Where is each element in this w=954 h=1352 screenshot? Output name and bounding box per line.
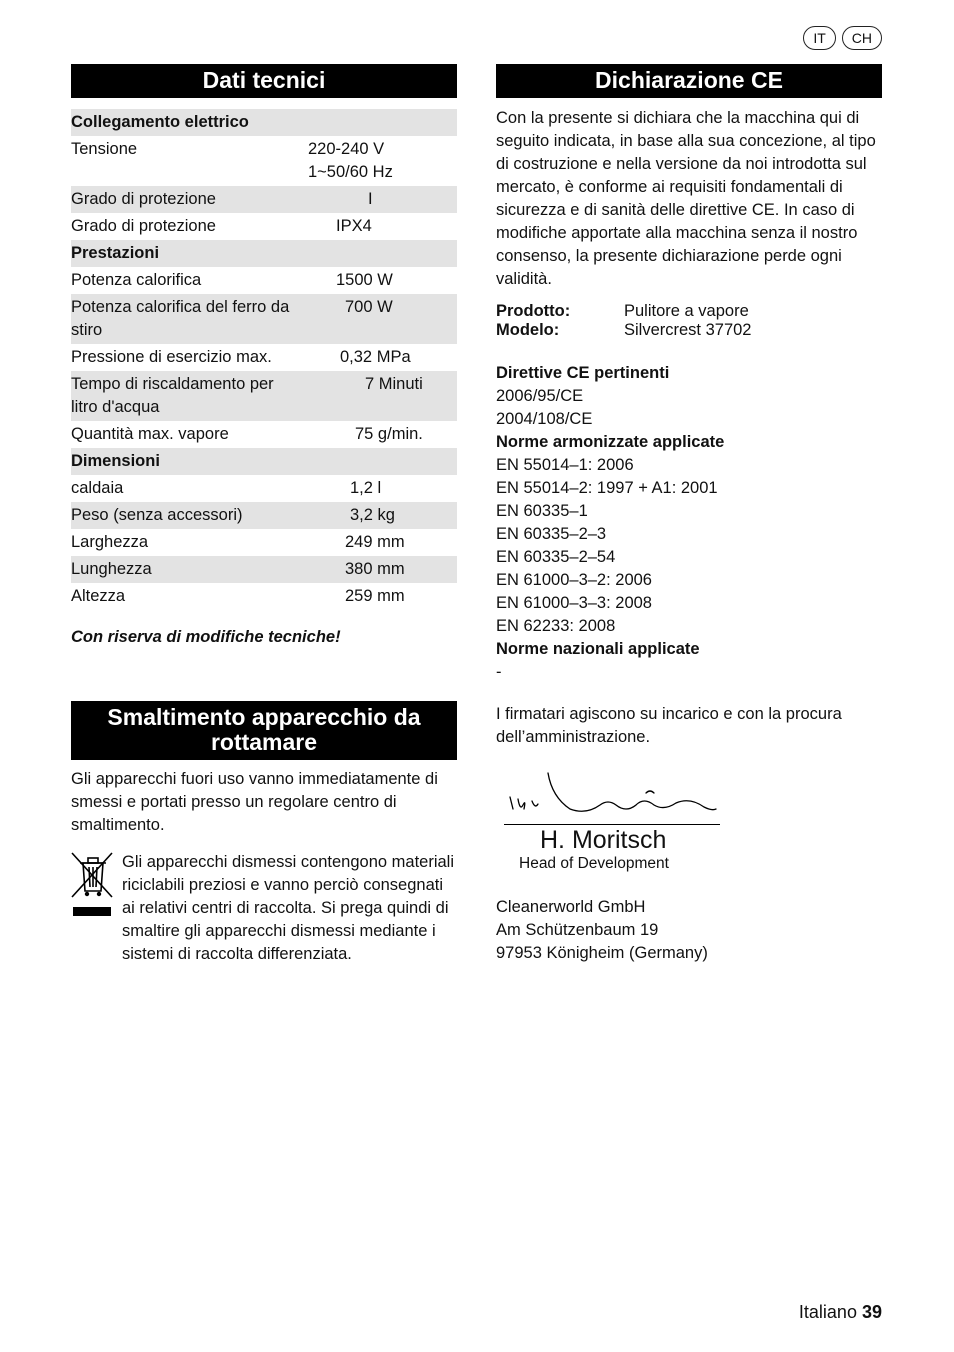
model-row [496, 321, 882, 340]
harmonized-item: EN 61000–3–3: 2008 [496, 594, 652, 612]
page-footer [799, 1302, 882, 1323]
tech-specs-table [71, 109, 457, 610]
signature-icon [504, 771, 734, 825]
directive-item: 2004/108/CE [496, 410, 593, 428]
product-row [496, 302, 882, 321]
spec-label: Grado di protezione [71, 190, 216, 208]
spec-row [71, 583, 457, 610]
spec-label: Potenza calorifica del ferro da stiro [71, 298, 290, 339]
spec-row [71, 186, 457, 213]
spec-label: Pressione di esercizio max. [71, 348, 272, 366]
ce-intro: Con la presente si dichiara che la macchina qui di seguito indicata, in base alla sua concezione, al tipo di costruzione e nella versione da noi introdotta sul mercato, è conforme ai requisiti fondamentali di sicurezza e di sanità delle direttive CE. In caso di modifiche apportate alla macchina senza il nostro consenso, la presente dichiarazione perde ogni validità. [496, 109, 876, 288]
company-street: Am Schützenbaum 19 [496, 921, 659, 939]
tech-data-title: Dati tecnici [71, 64, 457, 98]
harmonized-item: EN 60335–2–3 [496, 525, 607, 543]
model-label: Modelo: [496, 321, 560, 339]
spec-value: I [368, 190, 373, 208]
weee-block [71, 851, 457, 966]
spec-value: 700 W [345, 298, 393, 316]
ce-title: Dichiarazione CE [496, 64, 882, 98]
spec-row [71, 109, 457, 136]
national-title: Norme nazionali applicate [496, 640, 700, 658]
spec-value: 1500 W [336, 271, 393, 289]
spec-label: Tempo di riscaldamento per litro d'acqua [71, 375, 274, 416]
spec-row [71, 556, 457, 583]
harmonized-item: EN 61000–3–2: 2006 [496, 571, 652, 589]
spec-value: 249 mm [345, 533, 405, 551]
harmonized-item: EN 60335–2–54 [496, 548, 616, 566]
spec-value: 0,32 MPa [340, 348, 411, 366]
spec-label: Quantità max. vapore [71, 425, 229, 443]
spec-value: 75 g/min. [355, 425, 423, 443]
spec-row [71, 475, 457, 502]
spec-value: 3,2 kg [350, 506, 395, 524]
spec-label: caldaia [71, 479, 124, 497]
spec-row [71, 136, 457, 186]
spec-label: Peso (senza accessori) [71, 506, 243, 524]
spec-value: 7 Minuti [365, 375, 423, 393]
left-column [71, 64, 457, 966]
national-value: - [496, 663, 502, 681]
spec-label: Dimensioni [71, 452, 160, 470]
signature-block [496, 771, 882, 872]
model-value: Silvercrest 37702 [624, 321, 752, 339]
spec-label: Larghezza [71, 533, 149, 551]
spec-value [301, 242, 457, 265]
spec-row [71, 240, 457, 267]
spec-value: IPX4 [336, 217, 372, 235]
spec-label: Altezza [71, 587, 126, 605]
spec-value [301, 450, 457, 473]
spec-row [71, 421, 457, 448]
harmonized-item: EN 62233: 2008 [496, 617, 616, 635]
spec-row [71, 213, 457, 240]
spec-label: Collegamento elettrico [71, 113, 249, 131]
directives-title: Direttive CE pertinenti [496, 364, 670, 382]
footer-language: Italiano [798, 1302, 857, 1322]
spec-label: Lunghezza [71, 560, 152, 578]
directive-item: 2006/95/CE [496, 387, 584, 405]
spec-row [71, 448, 457, 475]
tech-note: Con riserva di modifiche tecniche! [71, 628, 341, 646]
spec-row [71, 267, 457, 294]
spec-value: 380 mm [345, 560, 405, 578]
spec-label: Tensione [71, 140, 138, 158]
spec-row [71, 502, 457, 529]
spec-row [71, 294, 457, 344]
disposal-section [71, 701, 457, 966]
spec-value [301, 111, 457, 134]
crossed-bin-icon [71, 851, 122, 966]
harmonized-item: EN 55014–1: 2006 [496, 456, 634, 474]
company-name: Cleanerworld GmbH [496, 898, 646, 916]
spec-value: 1,2 l [350, 479, 382, 497]
page-number: 39 [861, 1302, 882, 1322]
product-label: Prodotto: [496, 302, 571, 320]
spec-value: 220-240 V 1~50/60 Hz [308, 140, 393, 181]
badge-it: IT [803, 26, 835, 50]
spec-label: Prestazioni [71, 244, 160, 262]
product-value: Pulitore a vapore [624, 302, 749, 320]
company-city: 97953 Königheim (Germany) [496, 944, 708, 962]
harmonized-item: EN 55014–2: 1997 + A1: 2001 [496, 479, 718, 497]
spec-label: Potenza calorifica [71, 271, 202, 289]
language-badges [803, 26, 882, 50]
spec-value: 259 mm [345, 587, 405, 605]
badge-ch: CH [842, 26, 882, 50]
spec-label: Grado di protezione [71, 217, 216, 235]
right-column [496, 64, 882, 965]
signer-name: H. Moritsch [540, 826, 667, 854]
harmonized-title: Norme armonizzate applicate [496, 433, 725, 451]
spec-row [71, 529, 457, 556]
spec-row [71, 344, 457, 371]
disposal-title: Smaltimento apparecchio da rottamare [71, 701, 457, 760]
harmonized-item: EN 60335–1 [496, 502, 588, 520]
signatories-text: I firmatari agiscono su incarico e con la procura dell’amministrazione. [496, 705, 842, 746]
weee-text: Gli apparecchi dismessi contengono materiali riciclabili preziosi e vanno perciò consegnati ai relativi centri di raccolta. Si prega quindi di smaltire gli apparecchi dismessi mediante i sistemi di raccolta differenziata. [122, 853, 454, 963]
disposal-text: Gli apparecchi fuori uso vanno immediatamente di smessi e portati presso un regolare centro di smaltimento. [71, 770, 438, 834]
spec-row [71, 371, 457, 421]
signer-role: Head of Development [519, 855, 669, 872]
